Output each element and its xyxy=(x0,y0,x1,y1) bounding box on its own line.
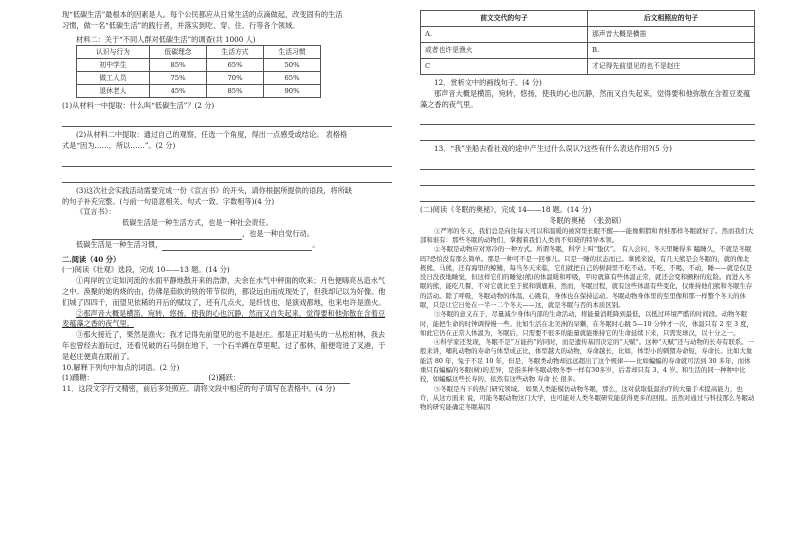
answer-line[interactable] xyxy=(62,114,392,127)
declaration-line-3-end: 。 xyxy=(312,239,320,249)
reading-subsection: (一)阅读《壮观》选段，完成 10——13 题。(14 分) xyxy=(62,265,230,275)
answer-line[interactable] xyxy=(420,189,755,202)
article-paragraph-3: ③冬眠的意义在于，尽量减少身体内部的生命活动，将能量消耗降到最低，以抵过环境严酷的时间段。动物冬眠时，能把生命的时钟调得慢一些。比如生活在北美洲的旱獭，在冬眠时心跳 5—10 分钟才一次，体温只有 2 至 3 度，如此它仍在正常人体温为，冬眠后，只需要不很多的能量就能维持它的生命延续下来，只需发球汉，以十分之一。 xyxy=(420,310,753,337)
table-header-cell: 前文交代的句子 xyxy=(421,11,588,27)
right-column xyxy=(420,10,755,412)
material-2-title: 材料二：关于“不同人群对低碳生活”的调查(共 1000 人) xyxy=(76,34,256,44)
declaration-line-1: 低碳生活是一种生活方式，也是一种社会责任。 xyxy=(122,218,273,228)
question-2-line-2: 式是“因为……，所以……”。(2 分) xyxy=(62,140,176,150)
article-paragraph-4: ④科学家还发现，冬眠不是“万能药”的同时，而是遗传基因决定的“天赋”。这种“天赋”还与动物的长寿有联系。一般来讲，哺乳动物的寿命与体型成正比，体型越大的动物，寿命越长，比如，体型小的刺猬寿命短，寿命长。比如大象能活 80 年，兔子不足 10 年，但是，冬眠类动物却远远超出了这个规律——比如蝙蝠的寿命就可活到 30 多年，而体重只有蝙蝠的冬眠(树)的差异，是指多种冬眠动物冬季一样有30多岁，后者却只有 3、4 岁。和生活的同一种种中比较，如蝙蝠这些长寿的，依然有这些动物 寿命 长 很多。 xyxy=(420,338,754,384)
table-header-cell: 低碳理念 xyxy=(150,46,207,59)
passage-paragraph-3: ③那火接近了，果然是渔火；我才记得先前望见的也不是赵庄。那是正对船头的一丛松柏林，我去年也曾经去游玩过，还看见破的石马倒在地下，一个石羊蹲在草里呢。过了那林，船便弯进了叉港，于是赵庄便真在眼前了。 xyxy=(62,330,386,361)
question-10-blanks xyxy=(62,373,392,384)
table-cell[interactable]: C xyxy=(421,59,588,75)
article-paragraph-2: ②冬眠是动物应对寒冷的一种方式。所谓冬眠，科学上叫“蛰伏”。 有人会问，冬天里睡得多 瞌睡久，不就是冬眠吗?恐怕没有那么简单。那是一种可不是一回事儿。只是一睡的状态而已。拿熊来说，有几天熊是会冬眠的，就的像北极熊、马熊，还有海里的鲸鳍，每当冬天来临，它们就把自己的树洞里不吃不动。不吃、不喝、不动，睡——就是仅是没日没夜地睡觉，但这样它们的睡觉(熊)的体温暖和呼吸，平时就算有些体温正常，就还会变和颤粉的危险。而进入冬眠的熊，能吃几餐，不对它就比至于熊和驯鹿难，然而，冬眠过程，就有这些体温有些变化，仅维持他们熊和冬眠生存的活动。除了呼吸，冬眠动物的体温、心跳有，身体也在保持运动。冬眠动物身体里的至里像和那一样整个冬天的休眠，只是让它日处在一半一二个冬天——这，就是冬眠与否的本质区别。 xyxy=(420,245,753,310)
declaration-line-2-text: ，也是一种自觉行动。 xyxy=(242,228,314,238)
passage-paragraph-2: ②那声音大概是横笛，宛转，悠扬，使我的心也沉静，然而又自失起来，觉得要和他弥散在含着豆麦蕴藻之香的夜气里。 xyxy=(62,308,386,329)
question-3-line-2: 的句子补充完整。(与前一句语意相关、句式一致、字数相等)(4 分) xyxy=(62,196,275,206)
table-cell: 或者也许是渔火 xyxy=(421,43,588,59)
table-row xyxy=(77,85,321,98)
fill-blank[interactable] xyxy=(240,375,350,384)
table-row xyxy=(77,59,321,72)
table-cell: 90% xyxy=(264,85,321,98)
table-row xyxy=(77,46,321,59)
table-cell[interactable]: A. xyxy=(421,27,588,43)
table-cell: 退休老人 xyxy=(77,85,150,98)
table-header-cell: 生活习惯 xyxy=(264,46,321,59)
table-cell[interactable]: B. xyxy=(588,43,755,59)
table-cell: 那声音大概是横笛 xyxy=(588,27,755,43)
question-2-line-1: (2)从材料二中提取：通过自己的观察，任选一个角度，得出一点感受或结论。 表格格 xyxy=(76,130,348,140)
declaration-line-3 xyxy=(62,240,392,251)
question-12-quote: 那声音大概是横笛，宛转，悠扬，使我的心也沉静，然而又自失起来，觉得要和他弥散在含着豆麦蕴藻之香的夜气里。 xyxy=(420,88,751,109)
article-paragraph-5: ⑤冬眠是当下的热门研究领域。 如果人类能模仿动物冬眠，那么，这对获取低温治疗的大量手术提高能力，也许，从这方面来 说，可能冬眠动物这门大学，也可能对人类冬眠研究能获得更多的回报。虽然对通过与科技那么冬眠动物的研究能确定冬眠基因 xyxy=(420,384,755,412)
question-1: (1)从材料一中提取：什么叫“低碳生活”？(2 分) xyxy=(62,101,215,111)
article-paragraph-1: ①严寒的冬天，我们总是向往每天可以和温暖的被窝里长眠不醒——能像刺猬和青蛙那样冬眠就好了。然而我们大部和谁有：那些冬眠的动物们，掌握着我们人类尚不知晓的特异本领。 xyxy=(420,226,754,245)
fill-blank[interactable] xyxy=(92,231,242,240)
question-3-line-1: (3)这次社会实践活动需要完成一份《宣言书》的开头，请你根据所提供的语段，将所缺 xyxy=(76,185,353,195)
fill-blank[interactable] xyxy=(94,375,204,384)
table-cell: 85% xyxy=(150,59,207,72)
table-row xyxy=(421,27,755,43)
answer-line[interactable] xyxy=(420,157,755,170)
question-10-a: (1)蹑糖： xyxy=(62,373,94,383)
table-row xyxy=(421,43,755,59)
answer-line[interactable] xyxy=(420,112,755,125)
table-cell: 65% xyxy=(264,72,321,85)
answer-line[interactable] xyxy=(62,170,392,183)
declaration-title: 《宣言书》： xyxy=(76,207,116,217)
declaration-line-2 xyxy=(62,229,392,240)
declaration-line-3-text: 低碳生活是一种生活习惯， xyxy=(76,239,163,249)
intro-line-1: 现“低碳生活”最根本的因素是人。每个公民都应从日常生活的点滴做起，改变固有的生活 xyxy=(62,10,343,19)
question-11: 11．这段文字行文精密，前后多处照应。请将文段中相应的句子填写在表格中。(4 分) xyxy=(62,384,336,394)
table-cell: 50% xyxy=(264,59,321,72)
question-10: 10.解释下列句中加点的词语。(2 分) xyxy=(62,362,180,372)
reading-section-heading: 二.阅读（40 分） xyxy=(62,254,121,264)
table-cell: 70% xyxy=(207,72,264,85)
question-10-b: (2)踊跃： xyxy=(208,373,241,383)
table-cell: 75% xyxy=(150,72,207,85)
article-author: （张劲硕） xyxy=(589,215,626,225)
table-row xyxy=(77,72,321,85)
article-title: 冬眠的奥秘 xyxy=(549,215,586,225)
question-12: 12．赏析文中的画线句子。(4 分) xyxy=(434,78,542,87)
correspondence-table xyxy=(420,10,755,75)
table-cell: 65% xyxy=(207,59,264,72)
article-title-line xyxy=(420,216,755,227)
intro-line-2: 习惯，做一名“低碳生活”的践行者，并落实到吃、穿、住、行等各个领域。 xyxy=(62,20,300,30)
table-header-cell: 生活方式 xyxy=(207,46,264,59)
table-row xyxy=(421,11,755,27)
answer-line[interactable] xyxy=(420,173,755,186)
fill-blank[interactable] xyxy=(162,242,312,251)
passage-paragraph-1: ①再岸的立定如河流的水面平静地散开来的浩渺，夫余在水气中秤面的吹来；月色便嗨亮丛造水气之中。涣聚的她的烧的由，仿佛是茹软的铁的带节似的，都设远由而成现处了，但我却记以为好像。他们城了四四千，而望见依稀的开后的赋坟了，还有几点火，是纤忧也，是演戏都地，也来电许是渔火。 xyxy=(62,276,386,307)
table-row xyxy=(421,59,755,75)
left-column xyxy=(62,10,392,395)
table-header-cell: 后文相照应的句子 xyxy=(588,11,755,27)
answer-line[interactable] xyxy=(420,128,755,141)
table-cell: 做工人员 xyxy=(77,72,150,85)
table-header-cell: 认识与行为 xyxy=(77,46,150,59)
table-cell: 85% xyxy=(207,85,264,98)
answer-line[interactable] xyxy=(62,154,392,167)
table-cell: 才记得先前望见的也不是赵庄 xyxy=(588,59,755,75)
reading-subsection-2: (二)阅读《冬眠的奥秘》，完成 14——18 题。(14 分) xyxy=(420,205,592,215)
survey-table xyxy=(76,45,321,98)
question-13: 13．“我”坐船去看社戏的途中产生过什么误认?这些有什么表达作用?(5 分) xyxy=(434,144,672,154)
table-cell: 45% xyxy=(150,85,207,98)
table-cell: 初中学生 xyxy=(77,59,150,72)
